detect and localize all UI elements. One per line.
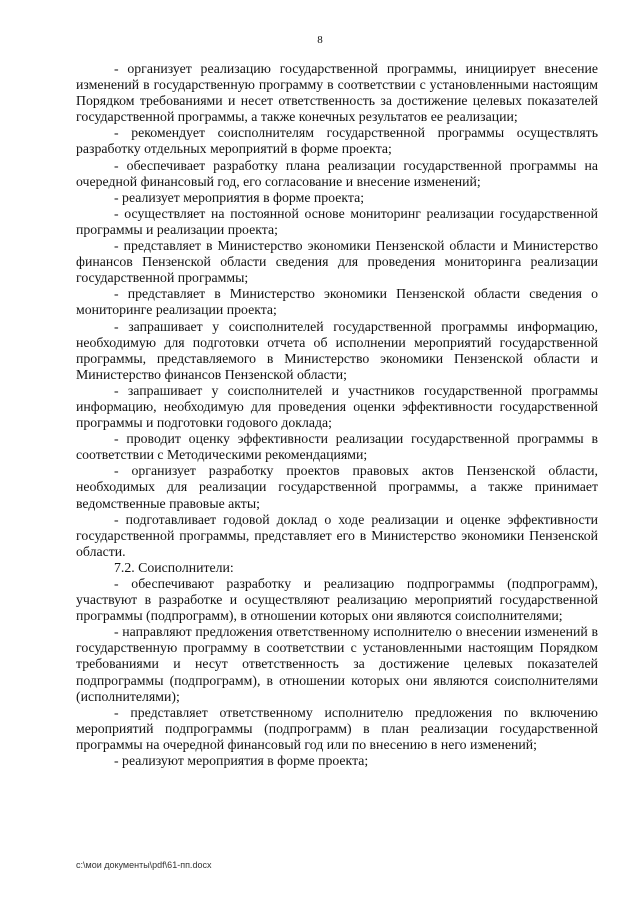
paragraph: - представляет в Министерство экономики Пензенской области и Министерство финансов Пензенской области сведения для проведения мониторинга реализации государственной программы; (76, 238, 598, 286)
paragraph: - осуществляет на постоянной основе мониторинг реализации государственной программы и реализации проекта; (76, 205, 598, 237)
paragraph: - запрашивает у соисполнителей и участников государственной программы информацию, необходимую для проведения оценки эффективности государственной программы и подготовки годового доклада; (76, 382, 598, 431)
paragraph: - рекомендует соисполнителям государственной программы осуществлять разработку отдельных мероприятий в форме проекта; (76, 125, 598, 157)
paragraph: - проводит оценку эффективности реализации государственной программы в соответствии с Методическими рекомендациями; (76, 431, 598, 463)
paragraph: - организует разработку проектов правовых актов Пензенской области, необходимых для реализации государственной программы, а также принимает ведомственные правовые акты; (76, 463, 598, 511)
paragraph: - представляет ответственному исполнителю предложения по включению мероприятий подпрограммы (подпрограмм) в план реализации государственной программы на очередной финансовый год или по внесению в него изменений; (76, 704, 598, 752)
section-heading: 7.2. Соисполнители: (114, 559, 234, 575)
footer-file-path: c:\мои документы\pdf\61-пп.docx (76, 860, 212, 870)
paragraph: - организует реализацию государственной программы, инициирует внесение изменений в государственную программу в соответствии с установленными настоящим Порядком требованиями и несет ответственность за достижение целевых показателей государственной программы, а также конечных результатов ее реализации; (76, 61, 598, 125)
paragraph: - запрашивает у соисполнителей государственной программы информацию, необходимую для подготовки отчета об исполнении мероприятий государственной программы, представляемого в Министерство экономики Пензенской области и Министерство финансов Пензенской области; (76, 318, 598, 382)
paragraph: - обеспечивает разработку плана реализации государственной программы на очередной финансовый год, его согласование и внесение изменений; (76, 157, 598, 189)
page-number: 8 (317, 34, 323, 46)
paragraph: - реализует мероприятия в форме проекта; (114, 189, 365, 205)
paragraph: - подготавливает годовой доклад о ходе реализации и оценке эффективности государственной программы, представляет его в Министерство экономики Пензенской области. (76, 511, 598, 559)
paragraph: - реализуют мероприятия в форме проекта; (114, 753, 369, 769)
paragraph: - направляют предложения ответственному исполнителю о внесении изменений в государственную программу в соответствии с установленными настоящим Порядком требованиями и несут ответственность за достижение целевых показателей подпрограммы (подпрограмм), в отношении которых они являются соисполнителями (исполнителями); (76, 624, 598, 704)
paragraph: - обеспечивают разработку и реализацию подпрограммы (подпрограмм), участвуют в разработке и осуществляют реализацию мероприятий государственной программы (подпрограмм), в отношении которых они являются соисполнителями; (76, 576, 598, 624)
document-body (76, 61, 598, 769)
paragraph: - представляет в Министерство экономики Пензенской области сведения о мониторинге реализации проекта; (76, 286, 598, 318)
